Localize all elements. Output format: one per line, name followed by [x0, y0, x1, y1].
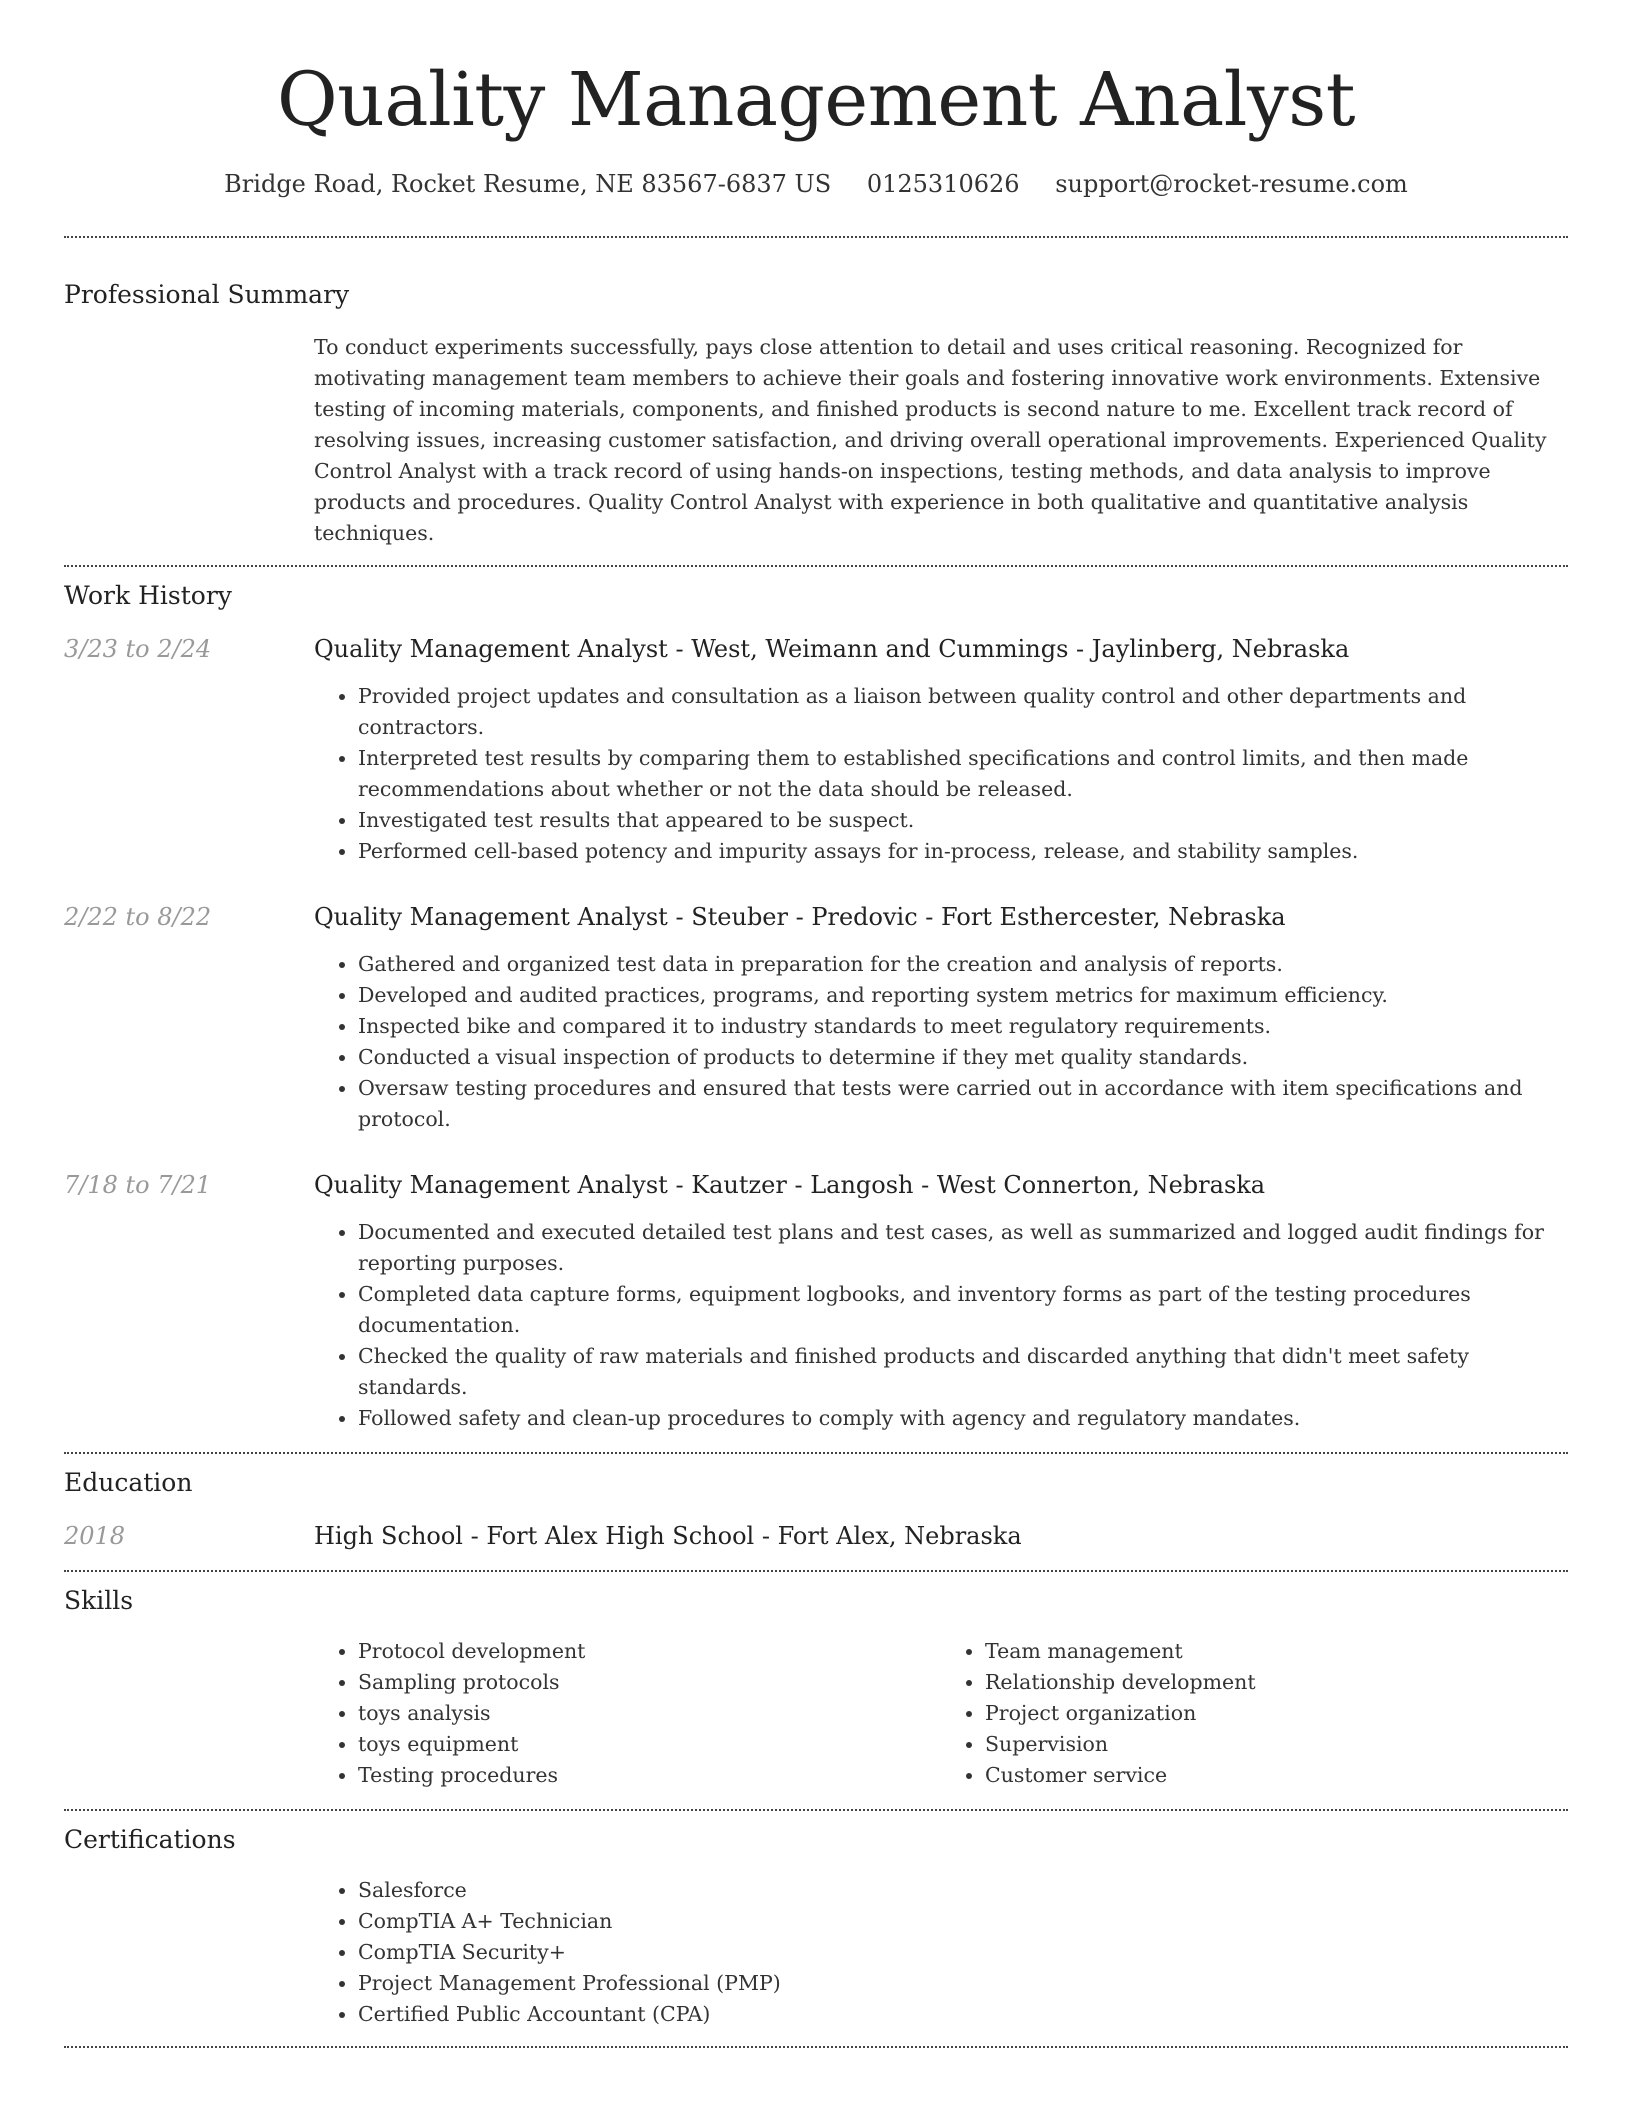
job-bullet: • Completed data capture forms, equipment logbooks, and inventory forms as part of the testing procedures documentation. [358, 1279, 1568, 1341]
skill-item: • Sampling protocols [358, 1667, 941, 1698]
job-bullet: • Oversaw testing procedures and ensured that tests were carried out in accordance with item specifications and protocol. [358, 1073, 1568, 1135]
section-title-education: Education [64, 1468, 193, 1497]
skill-item: • Team management [985, 1636, 1568, 1667]
job-bullet: • Performed cell-based potency and impurity assays for in-process, release, and stability samples. [358, 836, 1568, 867]
work-history-section [64, 579, 1568, 1434]
divider [64, 565, 1568, 567]
job-bullet: • Provided project updates and consultation as a liaison between quality control and other departments and contractors. [358, 681, 1568, 743]
job-heading: Quality Management Analyst - Kautzer - Langosh - West Connerton, Nebraska [314, 1171, 1266, 1199]
job-dates: 7/18 to 7/21 [64, 1171, 212, 1199]
page-title: Quality Management Analyst [277, 57, 1355, 143]
job-bullet: • Documented and executed detailed test plans and test cases, as well as summarized and logged audit findings for reporting purposes. [358, 1217, 1568, 1279]
divider [64, 1809, 1568, 1811]
divider [64, 236, 1568, 238]
certification-item: • CompTIA A+ Technician [358, 1906, 1568, 1937]
education-date: 2018 [64, 1522, 126, 1550]
job-bullet: • Investigated test results that appeared to be suspect. [358, 805, 1568, 836]
contact-line [64, 168, 1568, 200]
job-dates: 2/22 to 8/22 [64, 903, 212, 931]
divider [64, 2046, 1568, 2048]
section-title-certifications: Certifications [64, 1825, 236, 1854]
job-bullet: • Developed and audited practices, programs, and reporting system metrics for maximum efficiency. [358, 980, 1568, 1011]
section-title-skills: Skills [64, 1586, 134, 1615]
education-section [64, 1466, 1568, 1552]
job-dates: 3/23 to 2/24 [64, 635, 212, 663]
certifications-list [314, 1875, 1568, 2030]
skill-item: • toys equipment [358, 1729, 941, 1760]
job-heading: Quality Management Analyst - Steuber - Predovic - Fort Esthercester, Nebraska [314, 903, 1286, 931]
skill-item: • Project organization [985, 1698, 1568, 1729]
job-bullet: • Checked the quality of raw materials and finished products and discarded anything that didn't meet safety standards. [358, 1341, 1568, 1403]
certification-item: • CompTIA Security+ [358, 1937, 1568, 1968]
job-bullet: • Inspected bike and compared it to industry standards to meet regulatory requirements. [358, 1011, 1568, 1042]
section-title-summary: Professional Summary [64, 280, 350, 309]
certification-item: • Salesforce [358, 1875, 1568, 1906]
skill-item: • Supervision [985, 1729, 1568, 1760]
skill-item: • Customer service [985, 1760, 1568, 1791]
job-entry [64, 1169, 1568, 1434]
phone-text: 0125310626 [866, 170, 1020, 198]
email-link[interactable]: support@rocket-resume.com [1055, 170, 1408, 198]
divider [64, 1570, 1568, 1572]
skills-list-left [314, 1636, 941, 1791]
certifications-section [64, 1823, 1568, 2030]
job-bullet: • Followed safety and clean-up procedures to comply with agency and regulatory mandates. [358, 1403, 1568, 1434]
skills-section [64, 1584, 1568, 1791]
skills-list-right [941, 1636, 1568, 1791]
divider [64, 1452, 1568, 1454]
skill-item: • Relationship development [985, 1667, 1568, 1698]
job-bullet: • Conducted a visual inspection of products to determine if they met quality standards. [358, 1042, 1568, 1073]
job-entry [64, 901, 1568, 1135]
skill-item: • toys analysis [358, 1698, 941, 1729]
skill-item: • Testing procedures [358, 1760, 941, 1791]
skill-item: • Protocol development [358, 1636, 941, 1667]
section-title-work: Work History [64, 581, 232, 610]
summary-text: To conduct experiments successfully, pays close attention to detail and uses critical reasoning. Recognized for motivating management team members to achieve their goals and fostering innovative work environments. Extensive testing of incoming materials, components, and finished products is second nature to me. Excellent track record of resolving issues, increasing customer satisfaction, and driving overall operational improvements. Experienced Quality Control Analyst with a track record of using hands-on inspections, testing methods, and data analysis to improve products and procedures. Quality Control Analyst with experience in both qualitative and quantitative analysis techniques. [314, 335, 1547, 545]
education-heading: High School - Fort Alex High School - Fort Alex, Nebraska [314, 1522, 1022, 1550]
job-bullet: • Gathered and organized test data in preparation for the creation and analysis of reports. [358, 949, 1568, 980]
job-entry [64, 633, 1568, 867]
job-bullet: • Interpreted test results by comparing them to established specifications and control limits, and then made recommendations about whether or not the data should be released. [358, 743, 1568, 805]
address-text: Bridge Road, Rocket Resume, NE 83567-6837 US [224, 170, 832, 198]
job-heading: Quality Management Analyst - West, Weimann and Cummings - Jaylinberg, Nebraska [314, 635, 1350, 663]
certification-item: • Certified Public Accountant (CPA) [358, 1999, 1568, 2030]
summary-section [64, 278, 1568, 549]
certification-item: • Project Management Professional (PMP) [358, 1968, 1568, 1999]
resume-page [64, 0, 1568, 2048]
